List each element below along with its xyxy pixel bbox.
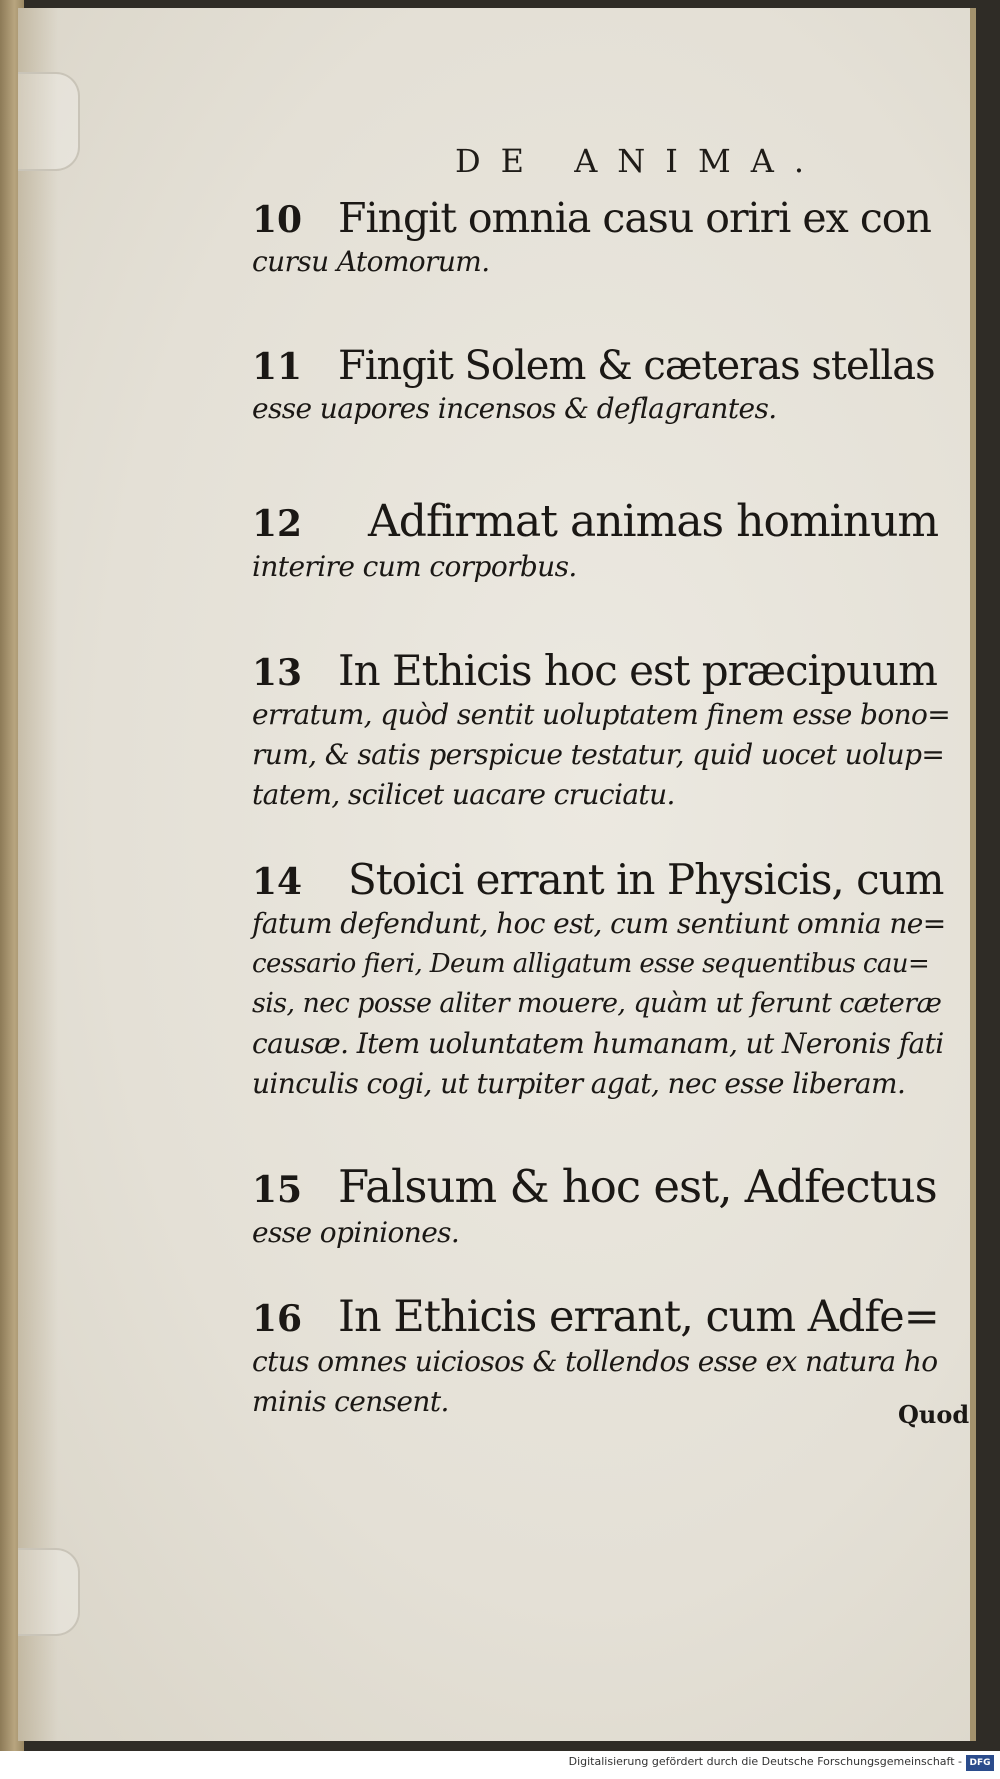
- entry-heading: Falsum & hoc est, Adfectus: [338, 1160, 937, 1213]
- dfg-logo-icon: DFG: [966, 1755, 994, 1771]
- entry-line: uinculis cogi, ut turpiter agat, nec esse liberam.: [252, 1067, 906, 1100]
- page-clip-top: [18, 72, 80, 171]
- entry-14: [252, 855, 952, 1104]
- entry-number: 14: [252, 861, 303, 903]
- entry-number: 16: [252, 1298, 303, 1340]
- entry-number: 12: [252, 503, 303, 545]
- entry-12: [252, 496, 952, 587]
- entry-line: interire cum corporbus.: [252, 550, 577, 583]
- entry-number: 10: [252, 199, 303, 241]
- footer-credit: Digitalisierung gefördert durch die Deutsche Forschungsgemeinschaft -: [568, 1755, 962, 1768]
- entry-10: [252, 194, 952, 282]
- catchword: Quod: [898, 1400, 970, 1429]
- entry-heading: Fingit Solem & cæteras stellas: [338, 343, 935, 389]
- entry-heading: Fingit omnia casu oriri ex con: [338, 194, 931, 242]
- entry-line: tatem, scilicet uacare cruciatu.: [252, 778, 675, 811]
- entry-line: sis, nec posse aliter mouere, quàm ut ferunt cæteræ: [252, 988, 942, 1019]
- entry-16: [252, 1292, 952, 1422]
- entry-line: ctus omnes uiciosos & tollendos esse ex natura ho: [252, 1345, 938, 1378]
- digitization-footer: [0, 1751, 1000, 1779]
- entry-line: cessario fieri, Deum alligatum esse sequentibus cau=: [252, 949, 930, 979]
- entry-line: erratum, quòd sentit uoluptatem finem esse bono=: [252, 698, 951, 731]
- entry-11: [252, 343, 952, 429]
- page-gutter: [18, 8, 58, 1741]
- entry-heading: Adfirmat animas hominum: [368, 496, 939, 547]
- entry-line: cursu Atomorum.: [252, 245, 490, 278]
- entry-heading: In Ethicis hoc est præcipuum: [338, 646, 937, 695]
- entry-heading: In Ethicis errant, cum Adfe=: [338, 1292, 939, 1342]
- entry-heading: Stoici errant in Physicis, cum: [348, 855, 944, 904]
- entry-line: esse uapores incensos & deflagrantes.: [252, 392, 777, 425]
- entry-15: [252, 1160, 952, 1253]
- entry-line: fatum defendunt, hoc est, cum sentiunt omnia ne=: [252, 907, 946, 940]
- running-header: DE ANIMA.: [455, 142, 824, 180]
- entry-line: esse opiniones.: [252, 1216, 460, 1249]
- entry-number: 13: [252, 652, 303, 694]
- entry-line: causæ. Item uoluntatem humanam, ut Neronis fati: [252, 1027, 944, 1060]
- entry-number: 11: [252, 346, 303, 388]
- entry-line: minis censent.: [252, 1385, 449, 1418]
- entry-line: rum, & satis perspicue testatur, quid uocet uolup=: [252, 738, 945, 771]
- entry-13: [252, 646, 952, 815]
- page-clip-bottom: [18, 1548, 80, 1636]
- entry-number: 15: [252, 1169, 303, 1211]
